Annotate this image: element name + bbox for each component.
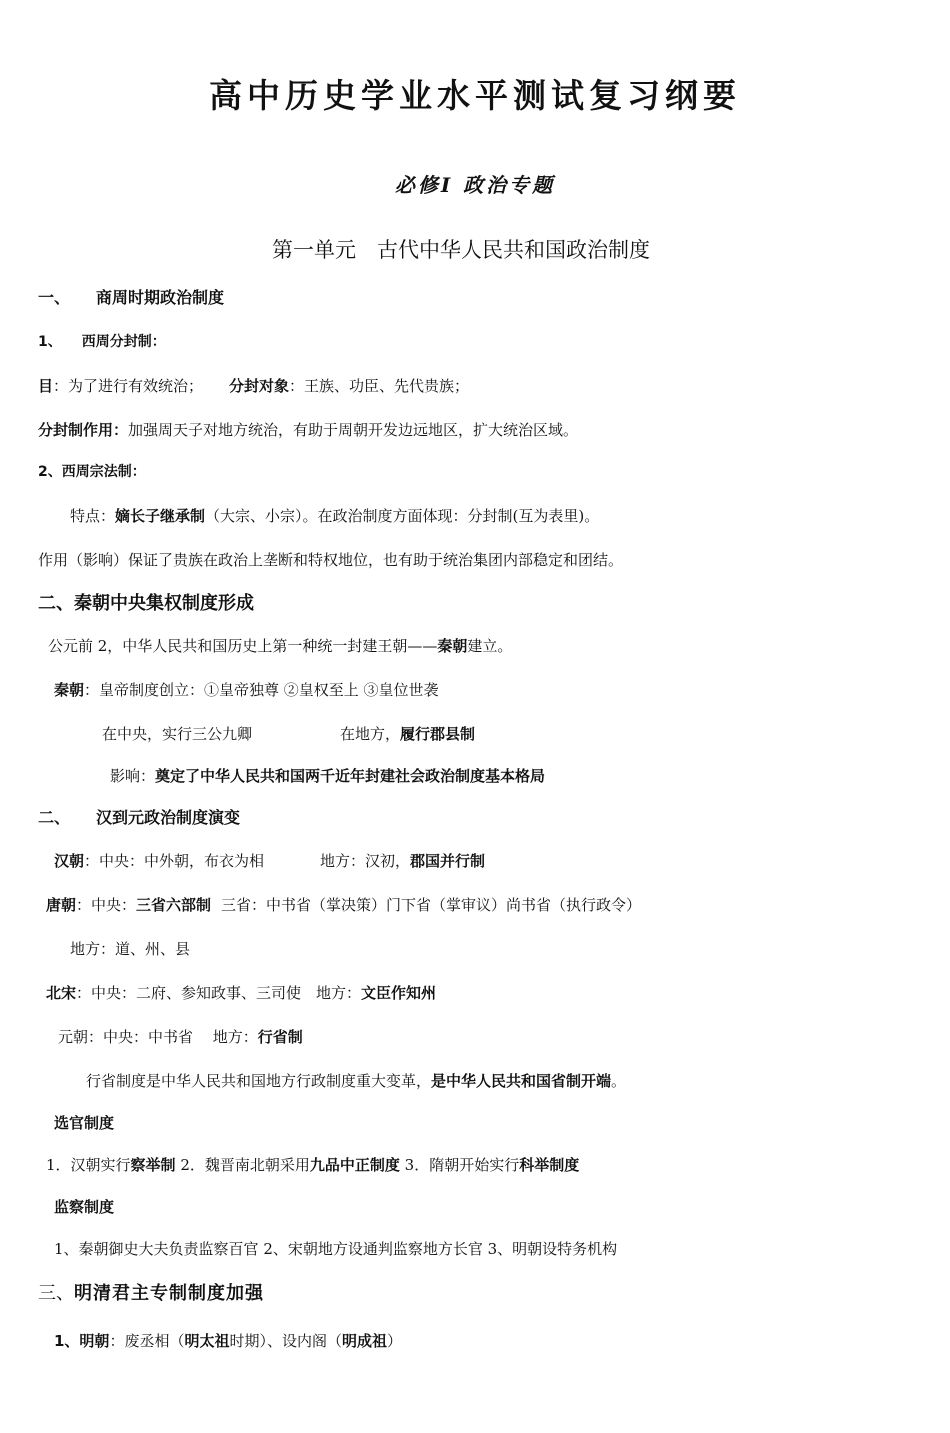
ming-prefix: ：废丞相（ (109, 1332, 185, 1350)
document-title: 高中历史学业水平测试复习纲要 (209, 76, 741, 115)
paragraph-influence: 作用（影响）保证了贵族在政治上垄断和特权地位，也有助于统治集团内部稳定和团结。 (38, 551, 624, 569)
paragraph-qin-local (340, 724, 475, 744)
feature-bold: 嫡长子继承制 (115, 507, 206, 525)
intro-suffix: 建立。 (467, 637, 513, 655)
selection-1-text: 1．汉朝实行 (46, 1156, 131, 1174)
province-prefix: 行省制度是中华人民共和国地方行政制度重大变革， (86, 1072, 432, 1090)
subsection-fengjian (38, 332, 166, 352)
local-prefix: 在地方， (340, 725, 401, 743)
paragraph-purpose (38, 376, 469, 396)
subheading-supervision: 监察制度 (54, 1198, 115, 1216)
paragraph-qin-intro (48, 636, 512, 656)
section-number: 一、 (38, 288, 71, 307)
section-heading-shang-zhou (38, 288, 224, 308)
section-heading-qin: 二、秦朝中央集权制度形成 (38, 593, 254, 614)
song-bold: 文臣作知州 (361, 984, 437, 1002)
section-heading-ming-qing (38, 1282, 264, 1306)
han-text: ：中央：中外朝，布衣为相 (84, 852, 265, 870)
tang-prefix: ：中央： (76, 896, 137, 914)
purpose-text: ：为了进行有效统治； (53, 377, 204, 395)
tang-suffix: 三省：中书省（掌决策）门下省（掌审议）尚书省（执行政令） (221, 896, 642, 914)
section-heading-han-yuan (38, 808, 240, 828)
purpose-label: 目 (38, 377, 54, 395)
paragraph-tang (46, 895, 641, 915)
section-number: 三、 (38, 1283, 74, 1304)
qin-text: ：皇帝制度创立：①皇帝独尊 ②皇权至上 ③皇位世袭 (84, 681, 439, 699)
paragraph-yuan (58, 1027, 303, 1047)
paragraph-ming (54, 1331, 402, 1351)
document-subtitle: 必修Ⅰ 政治专题 (394, 173, 556, 197)
item-title: 西周分封制： (81, 334, 166, 350)
paragraph-supervision: 1、秦朝御史大夫负责监察百官 2、宋朝地方设通判监察地方长官 3、明朝设特务机构 (54, 1240, 618, 1258)
ming-suffix: ） (387, 1332, 403, 1350)
section-number: 二、 (38, 808, 71, 827)
feature-prefix: 特点： (70, 507, 116, 525)
ming-bold-2: 明成祖 (341, 1332, 387, 1350)
subsection-zongfa: 2、西周宗法制： (38, 464, 146, 480)
impact-bold: 奠定了中华人民共和国两千近年封建社会政治制度基本格局 (155, 767, 546, 785)
paragraph-song (46, 983, 436, 1003)
objects-text: ：王族、功臣、先代贵族； (289, 377, 470, 395)
paragraph-han-local (320, 851, 485, 871)
qin-label: 秦朝 (54, 681, 85, 699)
song-label: 北宋 (46, 984, 77, 1002)
province-bold: 是中华人民共和国省制开端 (431, 1072, 612, 1090)
section-title: 商周时期政治制度 (96, 288, 225, 307)
paragraph-effect (38, 420, 578, 440)
effect-text: 加强周天子对地方统治，有助于周朝开发边远地区，扩大统治区域。 (128, 421, 579, 439)
objects-label: 分封对象 (229, 377, 290, 395)
song-prefix: ：中央：二府、参知政事、三司使 地方： (76, 984, 362, 1002)
intro-prefix: 公元前 2，中华人民共和国历史上第一种统一封建王朝—— (48, 637, 438, 655)
selection-1-bold: 察举制 (130, 1156, 176, 1174)
paragraph-qin-central: 在中央，实行三公九卿 (102, 725, 253, 743)
selection-2-text: 2．魏晋南北朝采用 (175, 1156, 310, 1174)
province-suffix: 。 (611, 1072, 627, 1090)
impact-prefix: 影响： (110, 767, 156, 785)
paragraph-province (86, 1071, 626, 1091)
han-local-bold: 郡国并行制 (410, 852, 486, 870)
unit-heading: 第一单元 古代中华人民共和国政治制度 (272, 238, 650, 262)
ming-bold-1: 明太祖 (184, 1332, 230, 1350)
paragraph-selection (46, 1155, 579, 1175)
yuan-bold: 行省制 (257, 1028, 303, 1046)
paragraph-qin-impact (110, 766, 545, 786)
tang-label: 唐朝 (46, 896, 77, 914)
paragraph-qin-emperor (54, 680, 439, 700)
paragraph-feature (70, 506, 599, 526)
effect-label: 分封制作用： (38, 421, 129, 439)
item-number: 1、 (38, 334, 62, 350)
paragraph-tang-local: 地方：道、州、县 (70, 940, 191, 958)
ming-label: 1、明朝 (54, 1332, 110, 1350)
section-title: 明清君主专制制度加强 (74, 1283, 264, 1304)
yuan-prefix: 元朝：中央：中书省 地方： (58, 1028, 258, 1046)
paragraph-han (54, 851, 264, 871)
intro-bold: 秦朝 (437, 637, 468, 655)
han-local-prefix: 地方：汉初， (320, 852, 411, 870)
feature-suffix: （大宗、小宗）。在政治制度方面体现：分封制(互为表里)。 (205, 507, 600, 525)
selection-3-text: 3．隋朝开始实行 (399, 1156, 520, 1174)
tang-bold: 三省六部制 (136, 896, 212, 914)
han-label: 汉朝 (54, 852, 85, 870)
ming-mid: 时期）、设内阁（ (229, 1332, 342, 1350)
local-bold: 履行郡县制 (400, 725, 476, 743)
selection-2-bold: 九品中正制度 (309, 1156, 400, 1174)
selection-3-bold: 科举制度 (519, 1156, 580, 1174)
subheading-selection: 选官制度 (54, 1114, 115, 1132)
section-title: 汉到元政治制度演变 (96, 808, 241, 827)
